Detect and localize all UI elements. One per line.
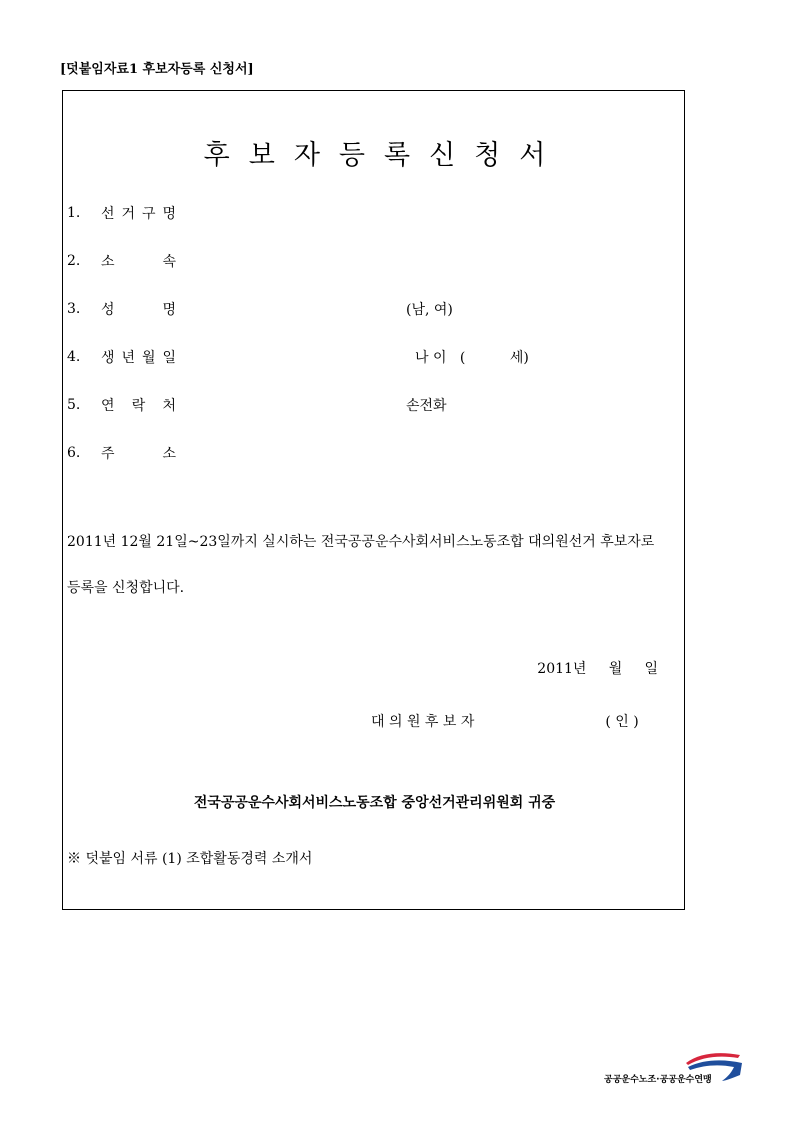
field-label: [101, 299, 179, 319]
field-label-char: 성: [101, 302, 118, 318]
field-label-char: 소: [101, 254, 118, 270]
field-right-label: 손전화: [406, 398, 447, 414]
field-label-char: 명: [162, 206, 179, 222]
field-label: [101, 347, 179, 367]
field-right-label: (남, 여): [406, 302, 453, 318]
field-label-char: 명: [162, 302, 179, 318]
field-number: 5.: [67, 397, 81, 413]
field-label-char: 월: [141, 350, 159, 366]
field-row: [67, 251, 179, 271]
field-label-char: 소: [162, 446, 179, 462]
field-label: [101, 203, 179, 223]
field-number: 2.: [67, 253, 81, 269]
field-label-char: 선: [101, 206, 118, 222]
field-label-char: 락: [131, 398, 149, 414]
declaration-text: 2011년 12월 21일~23일까지 실시하는 전국공공운수사회서비스노동조합 대의원선거 후보자로 등록을 신청합니다.: [67, 534, 655, 596]
attachments-note: ※ 덧붙임 서류 (1) 조합활동경력 소개서: [67, 851, 313, 867]
field-row: [67, 203, 179, 223]
field-number: 1.: [67, 205, 81, 221]
footer-org-name: 공공운수노조·공공운수연맹: [604, 1075, 712, 1085]
application-form: [62, 90, 685, 910]
field-row: [67, 443, 179, 463]
field-row: [67, 395, 179, 415]
addressee: 전국공공운수사회서비스노동조합 중앙선거관리위원회 귀중: [193, 795, 556, 811]
seal-label: ( 인 ): [605, 714, 639, 730]
field-label: [101, 395, 179, 415]
field-label-char: 년: [121, 350, 139, 366]
field-label-char: 연: [101, 398, 118, 414]
field-label: [101, 443, 179, 463]
field-label-char: 일: [162, 350, 179, 366]
candidate-signature-line: [371, 711, 639, 731]
field-row: [67, 299, 179, 319]
field-label-char: 속: [162, 254, 179, 270]
field-label: [101, 251, 179, 271]
field-label-char: 주: [101, 446, 118, 462]
field-label-char: 생: [101, 350, 118, 366]
field-row: [67, 347, 179, 367]
date-line: 2011년 월 일: [537, 661, 658, 677]
field-label-char: 구: [141, 206, 159, 222]
form-title: 후보자등록신청서: [203, 140, 565, 171]
field-label-char: 거: [121, 206, 139, 222]
field-number: 6.: [67, 445, 81, 461]
candidate-label: 대 의 원 후 보 자: [371, 714, 475, 730]
field-number: 4.: [67, 349, 81, 365]
field-number: 3.: [67, 301, 81, 317]
attachment-label: [덧붙임자료1 후보자등록 신청서]: [60, 62, 254, 77]
field-right-label: 나 이 ( 세): [415, 350, 529, 366]
field-label-char: 처: [162, 398, 179, 414]
